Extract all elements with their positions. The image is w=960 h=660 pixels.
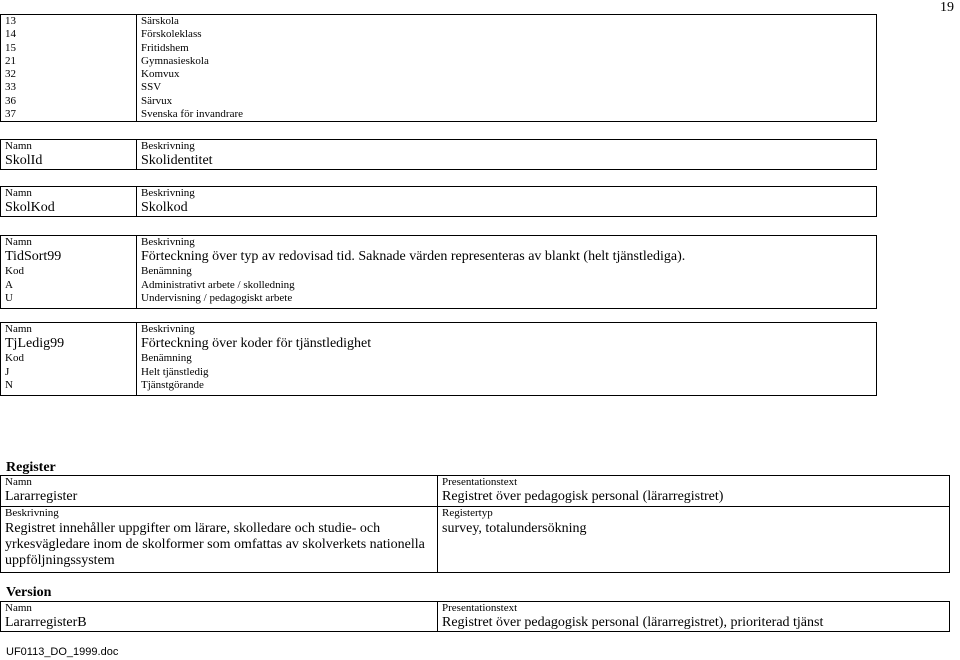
presentationstext-label: Presentationstext bbox=[438, 602, 950, 616]
code-list-row bbox=[1, 68, 877, 81]
page-number: 19 bbox=[940, 0, 954, 15]
code-list-row bbox=[1, 15, 877, 29]
namn-label: Namn bbox=[1, 140, 137, 154]
code-list-row bbox=[1, 42, 877, 55]
code-text: Undervisning / pedagogiskt arbete bbox=[137, 292, 877, 309]
code-list-row bbox=[1, 55, 877, 68]
variable-description: Förteckning över typ av redovisad tid. Saknade värden representeras av blankt (helt tjänstlediga). bbox=[137, 249, 877, 265]
register-presentation: Registret över pedagogisk personal (lärarregistret) bbox=[438, 489, 950, 507]
code-text: Fritidshem bbox=[137, 42, 877, 55]
namn-label: Namn bbox=[1, 236, 137, 250]
kod-label: Kod bbox=[1, 265, 137, 278]
beskrivning-label: Beskrivning bbox=[1, 507, 438, 521]
variable-description: Skolidentitet bbox=[137, 153, 877, 170]
benamning-label: Benämning bbox=[137, 352, 877, 365]
variable-tjledig99 bbox=[0, 322, 877, 396]
beskrivning-label: Beskrivning bbox=[137, 323, 877, 337]
code-text: Särvux bbox=[137, 95, 877, 108]
variable-name: SkolKod bbox=[1, 200, 137, 217]
variable-description: Förteckning över koder för tjänstledighet bbox=[137, 336, 877, 352]
code-list-row bbox=[1, 28, 877, 41]
register-name: Lararregister bbox=[1, 489, 438, 507]
code-value: 36 bbox=[1, 95, 137, 108]
code-value: 32 bbox=[1, 68, 137, 81]
version-presentation: Registret över pedagogisk personal (lärarregistret), prioriterad tjänst bbox=[438, 615, 950, 632]
namn-label: Namn bbox=[1, 476, 438, 490]
code-value: A bbox=[1, 279, 137, 292]
footer-filename: UF0113_DO_1999.doc bbox=[6, 646, 119, 658]
skolform-code-table bbox=[0, 14, 877, 122]
code-value: 15 bbox=[1, 42, 137, 55]
variable-skolkod bbox=[0, 186, 877, 217]
code-text: Komvux bbox=[137, 68, 877, 81]
variable-skolid bbox=[0, 139, 877, 170]
code-value: J bbox=[1, 366, 137, 379]
registertyp-label: Registertyp bbox=[438, 507, 950, 521]
code-text: Administrativt arbete / skolledning bbox=[137, 279, 877, 292]
code-text: Tjänstgörande bbox=[137, 379, 877, 396]
code-text: Förskoleklass bbox=[137, 28, 877, 41]
beskrivning-label: Beskrivning bbox=[137, 187, 877, 201]
code-value: 21 bbox=[1, 55, 137, 68]
code-list-row bbox=[1, 95, 877, 108]
code-value: 14 bbox=[1, 28, 137, 41]
code-value: 33 bbox=[1, 81, 137, 94]
register-heading: Register bbox=[6, 460, 56, 475]
beskrivning-label: Beskrivning bbox=[137, 140, 877, 154]
register-table bbox=[0, 475, 950, 573]
code-list-row bbox=[1, 81, 877, 94]
code-text: Gymnasieskola bbox=[137, 55, 877, 68]
variable-tidsort99 bbox=[0, 235, 877, 309]
version-name: LararregisterB bbox=[1, 615, 438, 632]
code-value: N bbox=[1, 379, 137, 396]
variable-name: TjLedig99 bbox=[1, 336, 137, 352]
register-description: Registret innehåller uppgifter om lärare, skolledare och studie- och yrkesvägledare inom de skolformer som omfattas av skolverkets nationella uppföljningssystem bbox=[1, 521, 438, 573]
code-text: Särskola bbox=[137, 15, 877, 29]
namn-label: Namn bbox=[1, 602, 438, 616]
variable-description: Skolkod bbox=[137, 200, 877, 217]
variable-name: SkolId bbox=[1, 153, 137, 170]
namn-label: Namn bbox=[1, 323, 137, 337]
code-list-row bbox=[1, 108, 877, 122]
code-text: SSV bbox=[137, 81, 877, 94]
code-text: Svenska för invandrare bbox=[137, 108, 877, 122]
code-value: U bbox=[1, 292, 137, 309]
version-table bbox=[0, 601, 950, 632]
kod-label: Kod bbox=[1, 352, 137, 365]
benamning-label: Benämning bbox=[137, 265, 877, 278]
variable-name: TidSort99 bbox=[1, 249, 137, 265]
register-type: survey, totalundersökning bbox=[438, 521, 950, 573]
presentationstext-label: Presentationstext bbox=[438, 476, 950, 490]
code-value: 37 bbox=[1, 108, 137, 122]
version-heading: Version bbox=[6, 585, 52, 600]
code-text: Helt tjänstledig bbox=[137, 366, 877, 379]
beskrivning-label: Beskrivning bbox=[137, 236, 877, 250]
namn-label: Namn bbox=[1, 187, 137, 201]
code-value: 13 bbox=[1, 15, 137, 29]
